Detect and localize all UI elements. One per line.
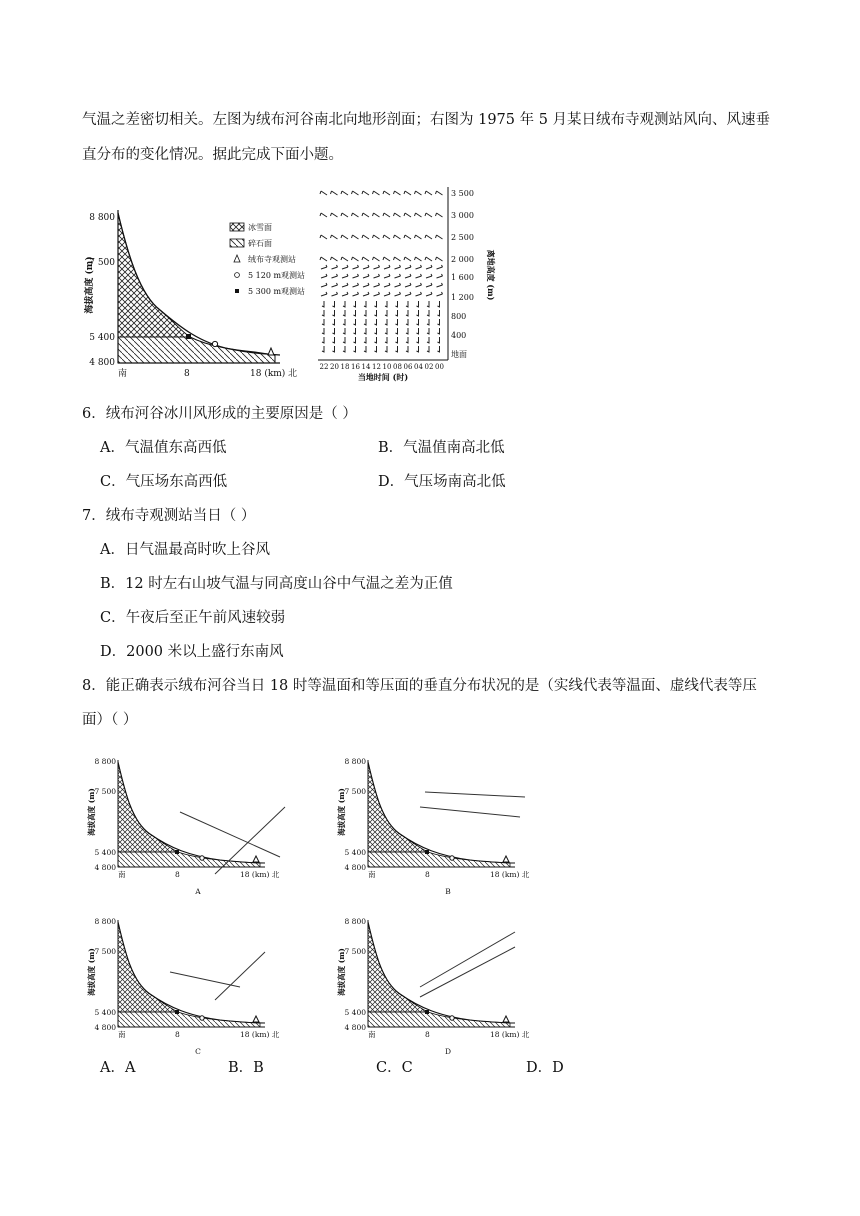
wind-ytick-2500: 2 500: [451, 233, 474, 242]
wind-barb: [437, 274, 443, 278]
wind-barb: [341, 213, 348, 217]
wind-barb: [425, 235, 432, 239]
panel-ytick: 7 500: [94, 947, 116, 956]
wind-barb: [364, 319, 366, 325]
wind-barb: [427, 346, 429, 352]
wind-barb: [362, 213, 369, 217]
wind-barb: [332, 292, 338, 296]
wind-xtick: 20: [330, 363, 339, 371]
wind-barb: [341, 235, 348, 239]
wind-barb: [333, 346, 335, 352]
wind-barb: [426, 283, 432, 287]
ice-snow-area: [118, 213, 190, 337]
wind-barb: [343, 310, 345, 316]
panel-ytick: 8 800: [344, 917, 366, 926]
wind-barb: [362, 191, 369, 195]
wind-barb: [417, 319, 419, 325]
wind-xtick: 08: [393, 363, 402, 371]
xtick-18: 18 (km) 北: [250, 369, 298, 379]
wind-ytick-3500: 3 500: [451, 189, 474, 198]
ytick-5400: 5 400: [89, 333, 115, 343]
wind-barb: [321, 283, 327, 287]
panel-xtick: 南: [368, 1030, 376, 1039]
legend-rongbuk: 绒布寺观测站: [248, 255, 296, 264]
wind-barb: [405, 292, 411, 296]
wind-barb: [416, 292, 422, 296]
wind-barb: [417, 310, 419, 316]
wind-barb: [332, 274, 338, 278]
wind-barb: [383, 191, 390, 195]
wind-barb: [395, 292, 401, 296]
wind-barb: [362, 235, 369, 239]
panel-letter: D: [444, 1047, 452, 1056]
wind-barb: [354, 319, 356, 325]
panel-xtick: 18 (km) 北: [490, 870, 530, 879]
wind-barb: [354, 337, 356, 343]
wind-barb: [436, 235, 443, 239]
wind-barb: [342, 265, 348, 269]
wind-barb: [352, 191, 359, 195]
wind-barb: [384, 292, 390, 296]
wind-ytick-2000: 2 000: [451, 255, 474, 264]
wind-ytick-1200: 1 200: [451, 293, 474, 302]
wind-barb: [406, 328, 408, 334]
panel-ytick: 5 400: [344, 1008, 366, 1017]
wind-barb: [406, 310, 408, 316]
wind-barb: [352, 235, 359, 239]
wind-barb: [436, 213, 443, 217]
wind-barb: [384, 283, 390, 287]
wind-barb: [415, 213, 422, 217]
wind-barb: [394, 235, 401, 239]
wind-barb: [373, 235, 380, 239]
wind-barb: [364, 346, 366, 352]
wind-barb: [322, 310, 324, 316]
wind-barb: [416, 274, 422, 278]
wind-barb: [321, 274, 327, 278]
wind-barb: [406, 301, 408, 307]
wind-xtick: 22: [319, 363, 329, 371]
q7-option-a[interactable]: A．日气温最高时吹上谷风: [100, 542, 270, 558]
wind-barb: [395, 283, 401, 287]
wind-barb: [427, 328, 429, 334]
wind-barb: [406, 319, 408, 325]
xtick-8: 8: [184, 369, 190, 379]
q6-option-d[interactable]: D．气压场南高北低: [378, 474, 506, 490]
wind-barb: [394, 191, 401, 195]
wind-barb: [405, 265, 411, 269]
panel-ylabel: 海拔高度 (m): [337, 788, 346, 836]
panel-ytick: 5 400: [344, 848, 366, 857]
wind-barb: [343, 337, 345, 343]
wind-barb: [404, 191, 411, 195]
wind-barb: [363, 283, 369, 287]
wind-barb: [375, 319, 377, 325]
panel-xtick: 18 (km) 北: [490, 1030, 530, 1039]
wind-barb: [362, 257, 369, 261]
legend-5300: 5 300 m观测站: [248, 287, 306, 296]
q7-option-d[interactable]: D．2000 米以上盛行东南风: [100, 644, 284, 660]
wind-xtick: 18: [340, 363, 350, 371]
wind-barb: [383, 257, 390, 261]
wind-barb: [375, 337, 377, 343]
wind-barb: [396, 319, 398, 325]
wind-barb: [395, 274, 401, 278]
wind-barb: [415, 235, 422, 239]
wind-barb: [333, 301, 335, 307]
wind-barb: [375, 310, 377, 316]
panel-letter: C: [195, 1047, 201, 1056]
wind-xtick: 02: [424, 363, 434, 371]
intro-line-1: 气温之差密切相关。左图为绒布河谷南北向地形剖面；右图为 1975 年 5 月某日绒布寺观测站风向、风速垂: [82, 112, 771, 128]
panel-xtick: 南: [118, 870, 126, 879]
wind-barb: [354, 310, 356, 316]
wind-barb: [385, 301, 387, 307]
panel-ylabel: 海拔高度 (m): [87, 788, 96, 836]
wind-profile-figure: [310, 185, 510, 385]
q8-option-a[interactable]: A．A: [100, 1060, 136, 1076]
wind-barb: [375, 328, 377, 334]
wind-barb: [342, 283, 348, 287]
wind-barb: [322, 301, 324, 307]
wind-barb: [427, 319, 429, 325]
wind-barb: [343, 301, 345, 307]
wind-barb: [406, 346, 408, 352]
wind-barb: [363, 274, 369, 278]
q8-panel-b: [330, 752, 590, 902]
q6-option-b[interactable]: B．气温值南高北低: [378, 440, 505, 456]
wind-barb: [415, 191, 422, 195]
panel-xtick: 8: [175, 1030, 180, 1039]
wind-barb: [394, 213, 401, 217]
ytick-8800: 8 800: [89, 213, 115, 223]
panel-ytick: 5 400: [94, 848, 116, 857]
wind-barb: [374, 292, 380, 296]
panel-xtick: 18 (km) 北: [240, 1030, 280, 1039]
legend: [230, 222, 305, 296]
wind-barb: [322, 319, 324, 325]
wind-barb: [415, 257, 422, 261]
wind-ytick-3000: 3 000: [451, 211, 474, 220]
wind-barb: [396, 301, 398, 307]
wind-barb: [384, 265, 390, 269]
panel-xtick: 南: [118, 1030, 126, 1039]
panel-ylabel: 海拔高度 (m): [87, 948, 96, 996]
wind-barb: [364, 328, 366, 334]
xtick-south: 南: [118, 369, 128, 379]
wind-barb: [373, 257, 380, 261]
q6-option-c[interactable]: C．气压场东高西低: [100, 474, 228, 490]
panel-ytick: 7 500: [344, 787, 366, 796]
wind-barb: [331, 213, 338, 217]
wind-barb: [364, 337, 366, 343]
panel-ylabel: 海拔高度 (m): [337, 948, 346, 996]
panel-ytick: 5 400: [94, 1008, 116, 1017]
wind-barb: [385, 337, 387, 343]
wind-barb: [332, 265, 338, 269]
wind-ytick-400: 400: [451, 331, 467, 340]
wind-barb: [322, 328, 324, 334]
y-axis-label: 海拔高度 (m): [85, 256, 95, 314]
legend-ice: 冰雪面: [248, 223, 272, 232]
q8-option-d[interactable]: D．D: [526, 1060, 564, 1076]
panel-ytick: 8 800: [94, 917, 116, 926]
wind-barb: [438, 319, 440, 325]
q6-option-a[interactable]: A．气温值东高西低: [100, 440, 227, 456]
wind-barb: [333, 319, 335, 325]
wind-barb: [394, 257, 401, 261]
q8-stem-line-2: 面）（ ）: [82, 712, 138, 728]
panel-xtick: 18 (km) 北: [240, 870, 280, 879]
ytick-7500: 7 500: [89, 258, 115, 268]
wind-barb: [343, 319, 345, 325]
q8-panel-c: [80, 912, 340, 1062]
wind-barb: [383, 235, 390, 239]
q8-panel-a: [80, 752, 340, 902]
wind-barb: [353, 274, 359, 278]
wind-barb: [352, 213, 359, 217]
wind-barb: [332, 283, 338, 287]
rongbuk-station-marker: [268, 348, 274, 355]
wind-barb: [353, 292, 359, 296]
wind-barb: [404, 213, 411, 217]
panel-ytick: 4 800: [344, 863, 366, 872]
wind-barb: [427, 310, 429, 316]
wind-barb: [438, 301, 440, 307]
wind-barb: [404, 235, 411, 239]
wind-barb: [354, 301, 356, 307]
legend-5120: 5 120 m观测站: [248, 271, 306, 280]
wind-barb: [343, 328, 345, 334]
wind-barb: [374, 283, 380, 287]
wind-barb: [395, 265, 401, 269]
wind-barb: [396, 346, 398, 352]
q7-option-b[interactable]: B．12 时左右山坡气温与同高度山谷中气温之差为正值: [100, 576, 453, 592]
panel-ytick: 4 800: [94, 863, 116, 872]
wind-barb: [385, 346, 387, 352]
wind-barb: [333, 310, 335, 316]
wind-barb: [385, 319, 387, 325]
wind-barb: [385, 310, 387, 316]
wind-barb: [436, 257, 443, 261]
wind-ytick-1600: 1 600: [451, 273, 474, 282]
wind-barb: [364, 301, 366, 307]
wind-barb: [342, 274, 348, 278]
wind-barb: [437, 292, 443, 296]
legend-gravel: 碎石面: [248, 239, 272, 248]
wind-barb: [426, 274, 432, 278]
q8-option-c[interactable]: C．C: [376, 1060, 413, 1076]
wind-barb: [321, 265, 327, 269]
wind-xtick: 00: [435, 363, 444, 371]
panel-letter: A: [195, 887, 201, 896]
wind-barb: [374, 274, 380, 278]
wind-barb: [417, 301, 419, 307]
q7-stem: 7．绒布寺观测站当日（ ）: [82, 508, 256, 524]
wind-barb: [396, 337, 398, 343]
wind-x-axis-label: 当地时间 (时): [357, 372, 409, 382]
panel-xtick: 8: [175, 870, 180, 879]
wind-barb: [353, 283, 359, 287]
station-5120-marker: [212, 341, 217, 346]
q8-stem-line-1: 8．能正确表示绒布河谷当日 18 时等温面和等压面的垂直分布状况的是（实线代表等温面、虚线代表等压: [82, 678, 757, 694]
wind-barb: [363, 265, 369, 269]
wind-barb: [375, 301, 377, 307]
wind-barb: [373, 191, 380, 195]
wind-barb: [417, 346, 419, 352]
gravel-area: [118, 337, 275, 363]
wind-barb: [333, 337, 335, 343]
wind-barb: [374, 265, 380, 269]
panel-ytick: 4 800: [94, 1023, 116, 1032]
panel-ytick: 4 800: [344, 1023, 366, 1032]
wind-barb: [406, 337, 408, 343]
panel-ytick: 8 800: [344, 757, 366, 766]
wind-barb: [373, 213, 380, 217]
wind-xtick: 06: [403, 363, 413, 371]
wind-barb: [405, 274, 411, 278]
wind-barb: [322, 337, 324, 343]
q8-panel-d: [330, 912, 590, 1062]
panel-xtick: 南: [368, 870, 376, 879]
wind-barb: [405, 283, 411, 287]
ytick-4800: 4 800: [89, 358, 115, 368]
wind-barb: [437, 283, 443, 287]
wind-barb: [333, 328, 335, 334]
wind-barb: [427, 301, 429, 307]
wind-barb: [354, 346, 356, 352]
wind-barb: [384, 274, 390, 278]
wind-barb: [438, 346, 440, 352]
wind-barb: [341, 257, 348, 261]
wind-barb: [343, 346, 345, 352]
wind-xtick: 16: [351, 363, 360, 371]
wind-barb: [352, 257, 359, 261]
wind-barb: [331, 191, 338, 195]
wind-barb: [354, 328, 356, 334]
wind-barb: [425, 191, 432, 195]
wind-barb: [416, 265, 422, 269]
panel-letter: B: [445, 887, 451, 896]
wind-barb: [427, 337, 429, 343]
panel-ytick: 7 500: [344, 947, 366, 956]
q7-option-c[interactable]: C．午夜后至正午前风速较弱: [100, 610, 286, 626]
wind-barb: [364, 310, 366, 316]
wind-barb: [321, 292, 327, 296]
wind-barb: [363, 292, 369, 296]
wind-xtick: 04: [414, 363, 423, 371]
wind-barb: [385, 328, 387, 334]
wind-xtick: 12: [372, 363, 381, 371]
panel-ytick: 7 500: [94, 787, 116, 796]
terrain-profile-figure: [80, 185, 310, 385]
wind-barb: [436, 191, 443, 195]
wind-barb: [320, 213, 327, 217]
wind-barb: [426, 292, 432, 296]
wind-barb: [322, 346, 324, 352]
wind-xtick: 10: [382, 363, 392, 371]
wind-barb: [320, 235, 327, 239]
wind-barb: [331, 257, 338, 261]
wind-barb: [396, 310, 398, 316]
wind-barb: [383, 213, 390, 217]
wind-barb: [320, 257, 327, 261]
wind-barb: [417, 337, 419, 343]
wind-barb: [425, 213, 432, 217]
wind-barb: [425, 257, 432, 261]
wind-barb: [404, 257, 411, 261]
wind-barb: [438, 310, 440, 316]
wind-barb: [396, 328, 398, 334]
wind-ytick-ground: 地面: [451, 350, 467, 359]
wind-barb: [426, 265, 432, 269]
wind-barb: [437, 265, 443, 269]
wind-barb: [320, 191, 327, 195]
wind-barb: [417, 328, 419, 334]
wind-barb: [375, 346, 377, 352]
panel-xtick: 8: [425, 870, 430, 879]
q6-stem: 6．绒布河谷冰川风形成的主要原因是（ ）: [82, 406, 357, 422]
station-5300-marker: [186, 334, 191, 339]
wind-ytick-800: 800: [451, 312, 467, 321]
panel-xtick: 8: [425, 1030, 430, 1039]
wind-barb: [342, 292, 348, 296]
intro-line-2: 直分布的变化情况。据此完成下面小题。: [82, 147, 343, 163]
wind-barb: [341, 191, 348, 195]
wind-barb: [438, 337, 440, 343]
wind-barb: [353, 265, 359, 269]
wind-barb: [416, 283, 422, 287]
q8-option-b[interactable]: B．B: [228, 1060, 264, 1076]
wind-barb: [331, 235, 338, 239]
panel-ytick: 8 800: [94, 757, 116, 766]
wind-xtick: 14: [361, 363, 371, 371]
wind-barb: [438, 328, 440, 334]
wind-y-axis-label: 离地高度 (m): [486, 249, 496, 301]
